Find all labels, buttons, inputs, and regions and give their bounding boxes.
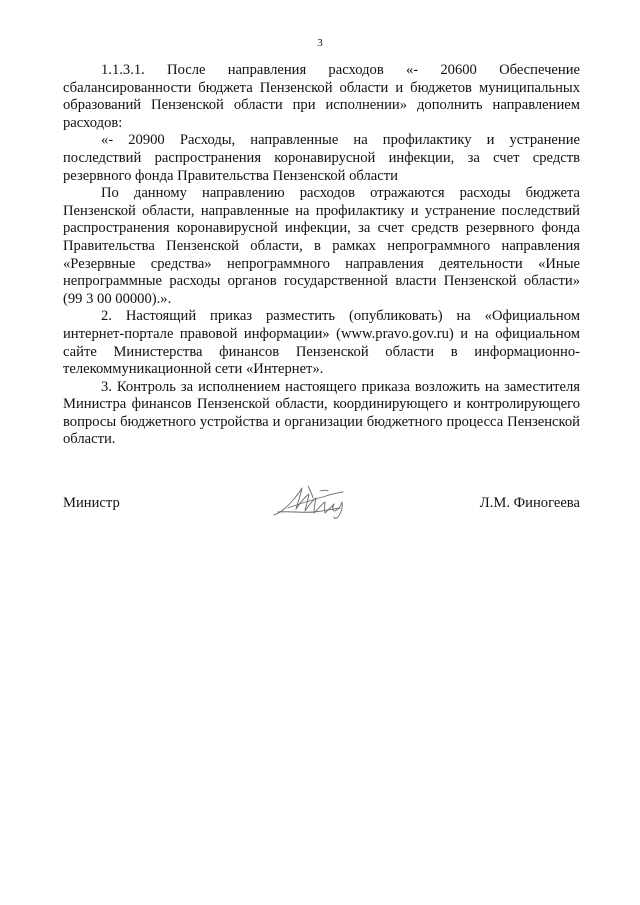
paragraph-item-3-control: 3. Контроль за исполнением настоящего приказа возложить на заместителя Министра финансов Пензенской области, координирующего и контролирующего вопросы бюджетного устройства и организации бюджетного процесса Пензенской области. bbox=[63, 378, 580, 448]
document-body bbox=[63, 62, 580, 449]
paragraph-1-1-3-1: 1.1.3.1. После направления расходов «- 20600 Обеспечение сбалансированности бюджета Пензенской области и бюджетов муниципальных образований Пензенской области при исполнении» дополнить направлением расходов: bbox=[63, 62, 580, 131]
paragraph-item-2-publication: 2. Настоящий приказ разместить (опубликовать) на «Официальном интернет-портале правовой информации» (www.pravo.gov.ru) и на официальном сайте Министерства финансов Пензенской области в информационно-телекоммуникационной сети «Интернет». bbox=[63, 308, 580, 378]
signatory-title: Министр bbox=[63, 495, 120, 511]
paragraph-expense-description: По данному направлению расходов отражаются расходы бюджета Пензенской области, направленные на профилактику и устранение последствий распространения коронавирусной инфекции, за счет средств резервного фонда Правительства Пензенской области, в рамках непрограммного направления «Резервные средства» непрограммного направления деятельности «Иные непрограммные расходы органов государственной власти Пензенской области» (99 3 00 00000).». bbox=[63, 185, 580, 307]
handwritten-signature-icon bbox=[268, 482, 358, 522]
page-number: 3 bbox=[317, 37, 323, 49]
signatory-name: Л.М. Финогеева bbox=[479, 495, 580, 511]
signature-block bbox=[63, 488, 580, 528]
paragraph-expense-20900: «- 20900 Расходы, направленные на профилактику и устранение последствий распространения коронавирусной инфекции, за счет средств резервного фонда Правительства Пензенской области bbox=[63, 132, 580, 184]
